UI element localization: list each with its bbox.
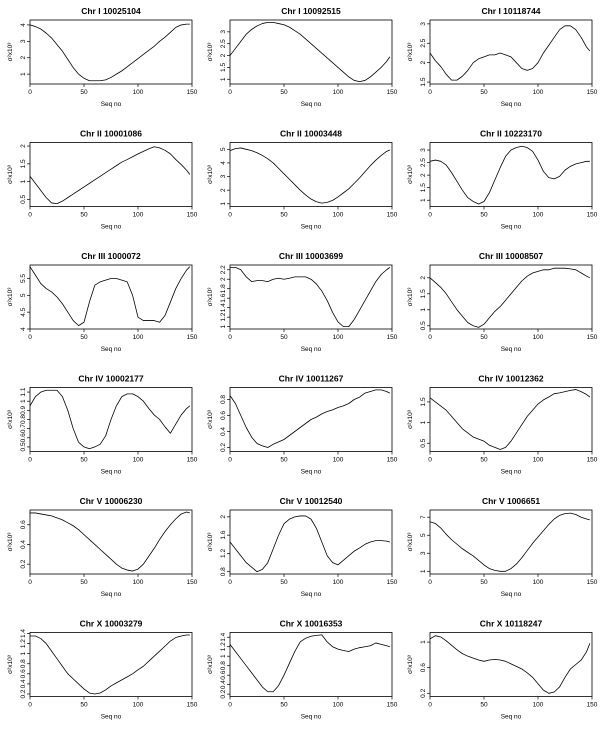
y-tick-label: 0.6: [20, 669, 27, 679]
x-tick-label: 100: [332, 334, 344, 341]
series-line: [230, 516, 390, 572]
chart-panel-17: [207, 619, 398, 721]
series-line: [230, 635, 390, 692]
y-tick-label: 2: [220, 277, 227, 282]
x-tick-label: 150: [586, 334, 598, 341]
series-line: [230, 22, 390, 81]
x-axis-label: Seq no: [300, 223, 322, 231]
x-tick-label: 50: [280, 579, 288, 586]
y-tick-label: 0.4: [220, 680, 227, 690]
y-tick-label: 0.5: [420, 438, 427, 448]
y-tick-label: 1: [220, 201, 227, 206]
y-tick-label: 3: [420, 22, 427, 26]
y-tick-label: 1.1: [20, 387, 27, 397]
y-tick-label: 1.2: [220, 312, 227, 322]
x-tick-label: 50: [280, 334, 288, 341]
y-axis-label: σ²x10³: [7, 42, 14, 62]
x-tick-label: 0: [228, 579, 232, 586]
chart-panel-1: [7, 6, 198, 108]
y-tick-label: 0.4: [20, 539, 27, 549]
y-tick-label: 2: [20, 144, 27, 148]
x-tick-label: 100: [132, 579, 144, 586]
plot-frame: [430, 20, 592, 84]
chart-title: Chr III 10008507: [478, 251, 544, 261]
x-tick-label: 150: [386, 579, 398, 586]
y-tick-label: 0.8: [20, 414, 27, 425]
series-line: [30, 390, 190, 449]
x-tick-label: 0: [428, 334, 432, 341]
y-tick-label: 1: [420, 569, 427, 574]
x-tick-label: 0: [28, 456, 32, 464]
x-tick-label: 0: [28, 89, 32, 96]
y-tick-label: 2: [420, 173, 427, 177]
chart-title: Chr II 10223170: [480, 128, 542, 139]
y-tick-label: 1: [420, 420, 427, 425]
y-tick-label: 5: [220, 147, 227, 152]
y-axis-label: σ²x10³: [7, 410, 14, 429]
y-tick-label: 5: [420, 533, 427, 538]
y-tick-label: 2.2: [220, 265, 227, 275]
y-tick-label: 1.2: [20, 639, 27, 649]
y-tick-label: 4: [20, 23, 27, 27]
y-tick-label: 0.6: [20, 433, 27, 443]
x-tick-label: 150: [386, 456, 398, 464]
chart-title: Chr X 10118247: [479, 618, 543, 629]
chart-panel-2: [207, 6, 398, 108]
x-tick-label: 150: [186, 456, 198, 464]
y-tick-label: 0.2: [220, 442, 227, 453]
x-tick-label: 100: [532, 89, 544, 96]
x-tick-label: 0: [228, 89, 232, 96]
y-tick-label: 1.5: [420, 397, 427, 407]
x-axis-label: Seq no: [300, 591, 322, 598]
y-tick-label: 0.2: [420, 688, 427, 698]
y-tick-label: 1: [220, 654, 227, 659]
chart-panel-14: [207, 496, 398, 598]
x-tick-label: 150: [386, 334, 398, 341]
y-axis-label: σ²x10³: [207, 287, 214, 307]
x-axis-label: Seq no: [500, 591, 522, 598]
y-tick-label: 0.6: [220, 410, 227, 421]
y-tick-label: 1.4: [220, 632, 227, 642]
chart-panel-5: [207, 129, 398, 231]
chart-title: Chr X 10003279: [79, 618, 143, 629]
chart-panel-13: [7, 496, 198, 598]
x-tick-label: 0: [28, 701, 32, 709]
x-tick-label: 100: [332, 211, 344, 219]
y-tick-label: 1.5: [220, 62, 227, 72]
y-axis-label: σ²x10³: [407, 165, 414, 184]
x-tick-label: 50: [280, 456, 288, 464]
series-line: [30, 24, 190, 81]
x-tick-label: 50: [80, 456, 88, 464]
y-axis-label: σ²x10³: [407, 410, 414, 429]
x-axis-label: Seq no: [500, 468, 522, 476]
y-tick-label: 0.5: [20, 442, 27, 452]
y-tick-label: 1: [420, 307, 427, 312]
chart-panel-10: [7, 374, 198, 476]
x-tick-label: 50: [480, 211, 488, 219]
chart-panel-16: [7, 619, 198, 721]
plot-frame: [230, 265, 392, 329]
x-tick-label: 100: [532, 456, 544, 464]
x-tick-label: 0: [228, 701, 232, 709]
x-tick-label: 150: [586, 456, 598, 464]
x-tick-label: 0: [228, 334, 232, 341]
x-axis-label: Seq no: [100, 591, 122, 598]
chart-title: Chr II 10001086: [80, 128, 142, 139]
series-line: [430, 26, 590, 80]
y-tick-label: 5: [20, 293, 27, 298]
y-axis-label: σ²x10³: [207, 532, 214, 552]
y-axis-label: σ²x10³: [7, 532, 14, 552]
series-line: [30, 512, 190, 571]
y-tick-label: 0.6: [20, 520, 27, 530]
chart-panel-6: [407, 129, 598, 231]
chart-title: Chr IV 10011267: [278, 373, 344, 384]
chart-panel-7: [7, 251, 198, 353]
x-tick-label: 0: [28, 211, 32, 219]
chart-panel-8: [207, 251, 398, 353]
series-line: [430, 513, 590, 571]
chart-title: Chr V 10006230: [79, 496, 143, 506]
y-tick-label: 2: [20, 55, 27, 60]
y-tick-label: 1: [420, 640, 427, 644]
y-tick-label: 1.4: [20, 628, 27, 639]
x-axis-label: Seq no: [300, 346, 322, 353]
chart-title: Chr I 10092515: [281, 6, 341, 16]
x-tick-label: 50: [280, 89, 288, 96]
y-tick-label: 0.7: [20, 424, 27, 434]
y-tick-label: 0.6: [220, 670, 227, 680]
x-tick-label: 100: [132, 211, 144, 219]
x-tick-label: 0: [228, 456, 232, 464]
x-tick-label: 150: [186, 89, 198, 96]
y-axis-label: σ²x10³: [207, 165, 214, 184]
y-tick-label: 4.5: [20, 307, 27, 317]
x-tick-label: 100: [532, 579, 544, 586]
x-axis-label: Seq no: [100, 468, 122, 476]
y-tick-label: 0.5: [420, 321, 427, 331]
y-tick-label: 2: [420, 60, 427, 65]
y-tick-label: 7: [420, 515, 427, 520]
y-axis-label: σ²x10³: [407, 655, 414, 674]
x-tick-label: 0: [428, 701, 432, 709]
x-tick-label: 150: [186, 579, 198, 586]
chart-title: Chr IV 10002177: [78, 373, 144, 384]
chart-title: Chr III 10003699: [278, 251, 344, 261]
x-tick-label: 50: [280, 211, 288, 219]
x-tick-label: 50: [80, 334, 88, 341]
y-tick-label: 1.2: [220, 642, 227, 652]
x-axis-label: Seq no: [100, 713, 122, 721]
y-axis-label: σ²x10³: [207, 410, 214, 429]
x-tick-label: 0: [228, 211, 232, 219]
x-tick-label: 0: [28, 579, 32, 586]
x-axis-label: Seq no: [500, 101, 522, 108]
x-axis-label: Seq no: [300, 101, 322, 108]
series-line: [30, 267, 190, 326]
chart-title: Chr I 10025104: [81, 6, 141, 16]
y-tick-label: 1.2: [220, 548, 227, 558]
y-tick-label: 5.5: [20, 273, 27, 283]
x-tick-label: 50: [80, 579, 88, 586]
y-tick-label: 3: [420, 551, 427, 556]
y-tick-label: 0.8: [220, 661, 227, 671]
x-tick-label: 150: [586, 211, 598, 219]
x-tick-label: 100: [332, 456, 344, 464]
chart-panel-9: [407, 251, 598, 353]
chart-title: Chr III 1000072: [81, 251, 141, 261]
y-tick-label: 1.4: [220, 303, 227, 313]
chart-title: Chr V 1006651: [481, 496, 541, 506]
chart-panel-18: [407, 619, 598, 721]
y-tick-label: 3: [220, 30, 227, 34]
y-axis-label: σ²x10³: [407, 42, 414, 62]
x-tick-label: 150: [586, 579, 598, 586]
y-tick-label: 0.5: [20, 194, 27, 204]
plot-frame: [30, 510, 192, 574]
y-tick-label: 2: [220, 188, 227, 192]
x-tick-label: 0: [428, 579, 432, 586]
x-tick-label: 50: [280, 701, 288, 709]
y-tick-label: 3: [20, 39, 27, 44]
x-tick-label: 50: [480, 334, 488, 341]
y-tick-label: 0.8: [220, 394, 227, 405]
y-tick-label: 1: [20, 72, 27, 76]
x-tick-label: 100: [532, 334, 544, 341]
plot-frame: [30, 265, 192, 329]
y-axis-label: σ²x10³: [407, 532, 414, 552]
y-tick-label: 0.4: [20, 679, 27, 689]
y-tick-label: 1.5: [20, 159, 27, 169]
y-tick-label: 1.5: [420, 77, 427, 87]
x-axis-label: Seq no: [100, 346, 122, 353]
x-tick-label: 100: [332, 701, 344, 709]
y-axis-label: σ²x10³: [207, 655, 214, 674]
y-tick-label: 1.5: [420, 183, 427, 193]
y-tick-label: 2.5: [220, 39, 227, 49]
x-tick-label: 100: [132, 456, 144, 464]
y-axis-label: σ²x10³: [7, 165, 14, 184]
y-tick-label: 0.2: [20, 559, 27, 569]
x-axis-label: Seq no: [300, 713, 322, 721]
x-tick-label: 50: [80, 211, 88, 219]
x-tick-label: 100: [332, 89, 344, 96]
x-tick-label: 100: [332, 579, 344, 586]
y-tick-label: 1.8: [220, 284, 227, 294]
x-tick-label: 50: [480, 579, 488, 586]
x-axis-label: Seq no: [500, 346, 522, 353]
y-tick-label: 0.2: [220, 689, 227, 699]
x-axis-label: Seq no: [500, 713, 522, 721]
plot-frame: [230, 633, 392, 697]
y-tick-label: 1: [420, 198, 427, 203]
x-tick-label: 150: [186, 701, 198, 709]
series-line: [430, 636, 590, 694]
x-tick-label: 150: [386, 701, 398, 709]
x-tick-label: 150: [586, 89, 598, 96]
series-line: [30, 147, 190, 204]
y-tick-label: 2: [220, 53, 227, 58]
y-tick-label: 1.6: [220, 293, 227, 303]
x-axis-label: Seq no: [100, 101, 122, 108]
x-tick-label: 150: [186, 211, 198, 219]
x-tick-label: 100: [132, 89, 144, 96]
y-axis-label: σ²x10³: [7, 287, 14, 307]
x-tick-label: 100: [532, 211, 544, 219]
y-axis-label: σ²x10³: [207, 42, 214, 62]
chart-panel-4: [7, 129, 198, 231]
x-tick-label: 0: [28, 334, 32, 341]
y-tick-label: 1.5: [420, 289, 427, 299]
chart-title: Chr I 10118744: [481, 6, 541, 16]
series-line: [430, 390, 590, 450]
x-tick-label: 50: [80, 89, 88, 96]
x-tick-label: 100: [532, 701, 544, 709]
chart-title: Chr V 10012540: [279, 496, 343, 506]
series-line: [230, 148, 390, 203]
chart-title: Chr X 10016353: [279, 618, 343, 629]
y-tick-label: 1: [20, 651, 27, 656]
x-tick-label: 0: [428, 211, 432, 219]
y-tick-label: 1: [220, 324, 227, 329]
series-line: [30, 635, 190, 694]
chart-panel-11: [207, 374, 398, 476]
y-axis-label: σ²x10³: [407, 287, 414, 307]
y-tick-label: 1: [220, 77, 227, 82]
x-tick-label: 0: [428, 89, 432, 96]
y-axis-label: σ²x10³: [7, 655, 14, 674]
series-line: [230, 390, 390, 448]
x-tick-label: 0: [428, 456, 432, 464]
y-tick-label: 0.4: [220, 426, 227, 437]
plot-frame: [430, 265, 592, 329]
plot-frame: [430, 633, 592, 697]
x-tick-label: 50: [480, 701, 488, 709]
chart-title: Chr II 10003448: [280, 128, 342, 139]
x-tick-label: 50: [480, 456, 488, 464]
x-tick-label: 100: [132, 701, 144, 709]
chart-panel-15: [407, 496, 598, 598]
x-axis-label: Seq no: [500, 223, 522, 231]
x-tick-label: 150: [586, 701, 598, 709]
y-tick-label: 3: [220, 174, 227, 179]
x-axis-label: Seq no: [300, 468, 322, 476]
x-tick-label: 100: [132, 334, 144, 341]
plot-frame: [30, 20, 192, 84]
x-tick-label: 150: [186, 334, 198, 341]
y-tick-label: 1.6: [220, 530, 227, 540]
chart-title: Chr IV 10012362: [478, 373, 544, 384]
y-tick-label: 2: [220, 515, 227, 519]
series-line: [230, 267, 390, 326]
y-tick-label: 4: [20, 327, 27, 331]
chart-panel-12: [407, 374, 598, 476]
y-tick-label: 0.2: [20, 689, 27, 699]
chart-panel-3: [407, 6, 598, 108]
series-line: [430, 268, 590, 327]
y-tick-label: 2.5: [420, 158, 427, 168]
x-tick-label: 150: [386, 211, 398, 219]
x-tick-label: 50: [480, 89, 488, 96]
plot-frame: [430, 143, 592, 207]
y-tick-label: 3: [420, 148, 427, 152]
y-tick-label: 0.9: [20, 405, 27, 415]
x-tick-label: 150: [386, 89, 398, 96]
y-tick-label: 0.8: [20, 659, 27, 669]
plot-frame: [230, 20, 392, 84]
series-line: [430, 146, 590, 204]
x-tick-label: 50: [80, 701, 88, 709]
y-tick-label: 0.8: [220, 567, 227, 577]
y-tick-label: 2.5: [420, 38, 427, 48]
y-tick-label: 4: [220, 161, 227, 165]
y-tick-label: 1: [20, 179, 27, 184]
y-tick-label: 2: [420, 275, 427, 280]
y-tick-label: 1: [20, 399, 27, 404]
plot-frame: [30, 633, 192, 697]
y-tick-label: 0.6: [420, 663, 427, 673]
x-axis-label: Seq no: [100, 223, 122, 231]
